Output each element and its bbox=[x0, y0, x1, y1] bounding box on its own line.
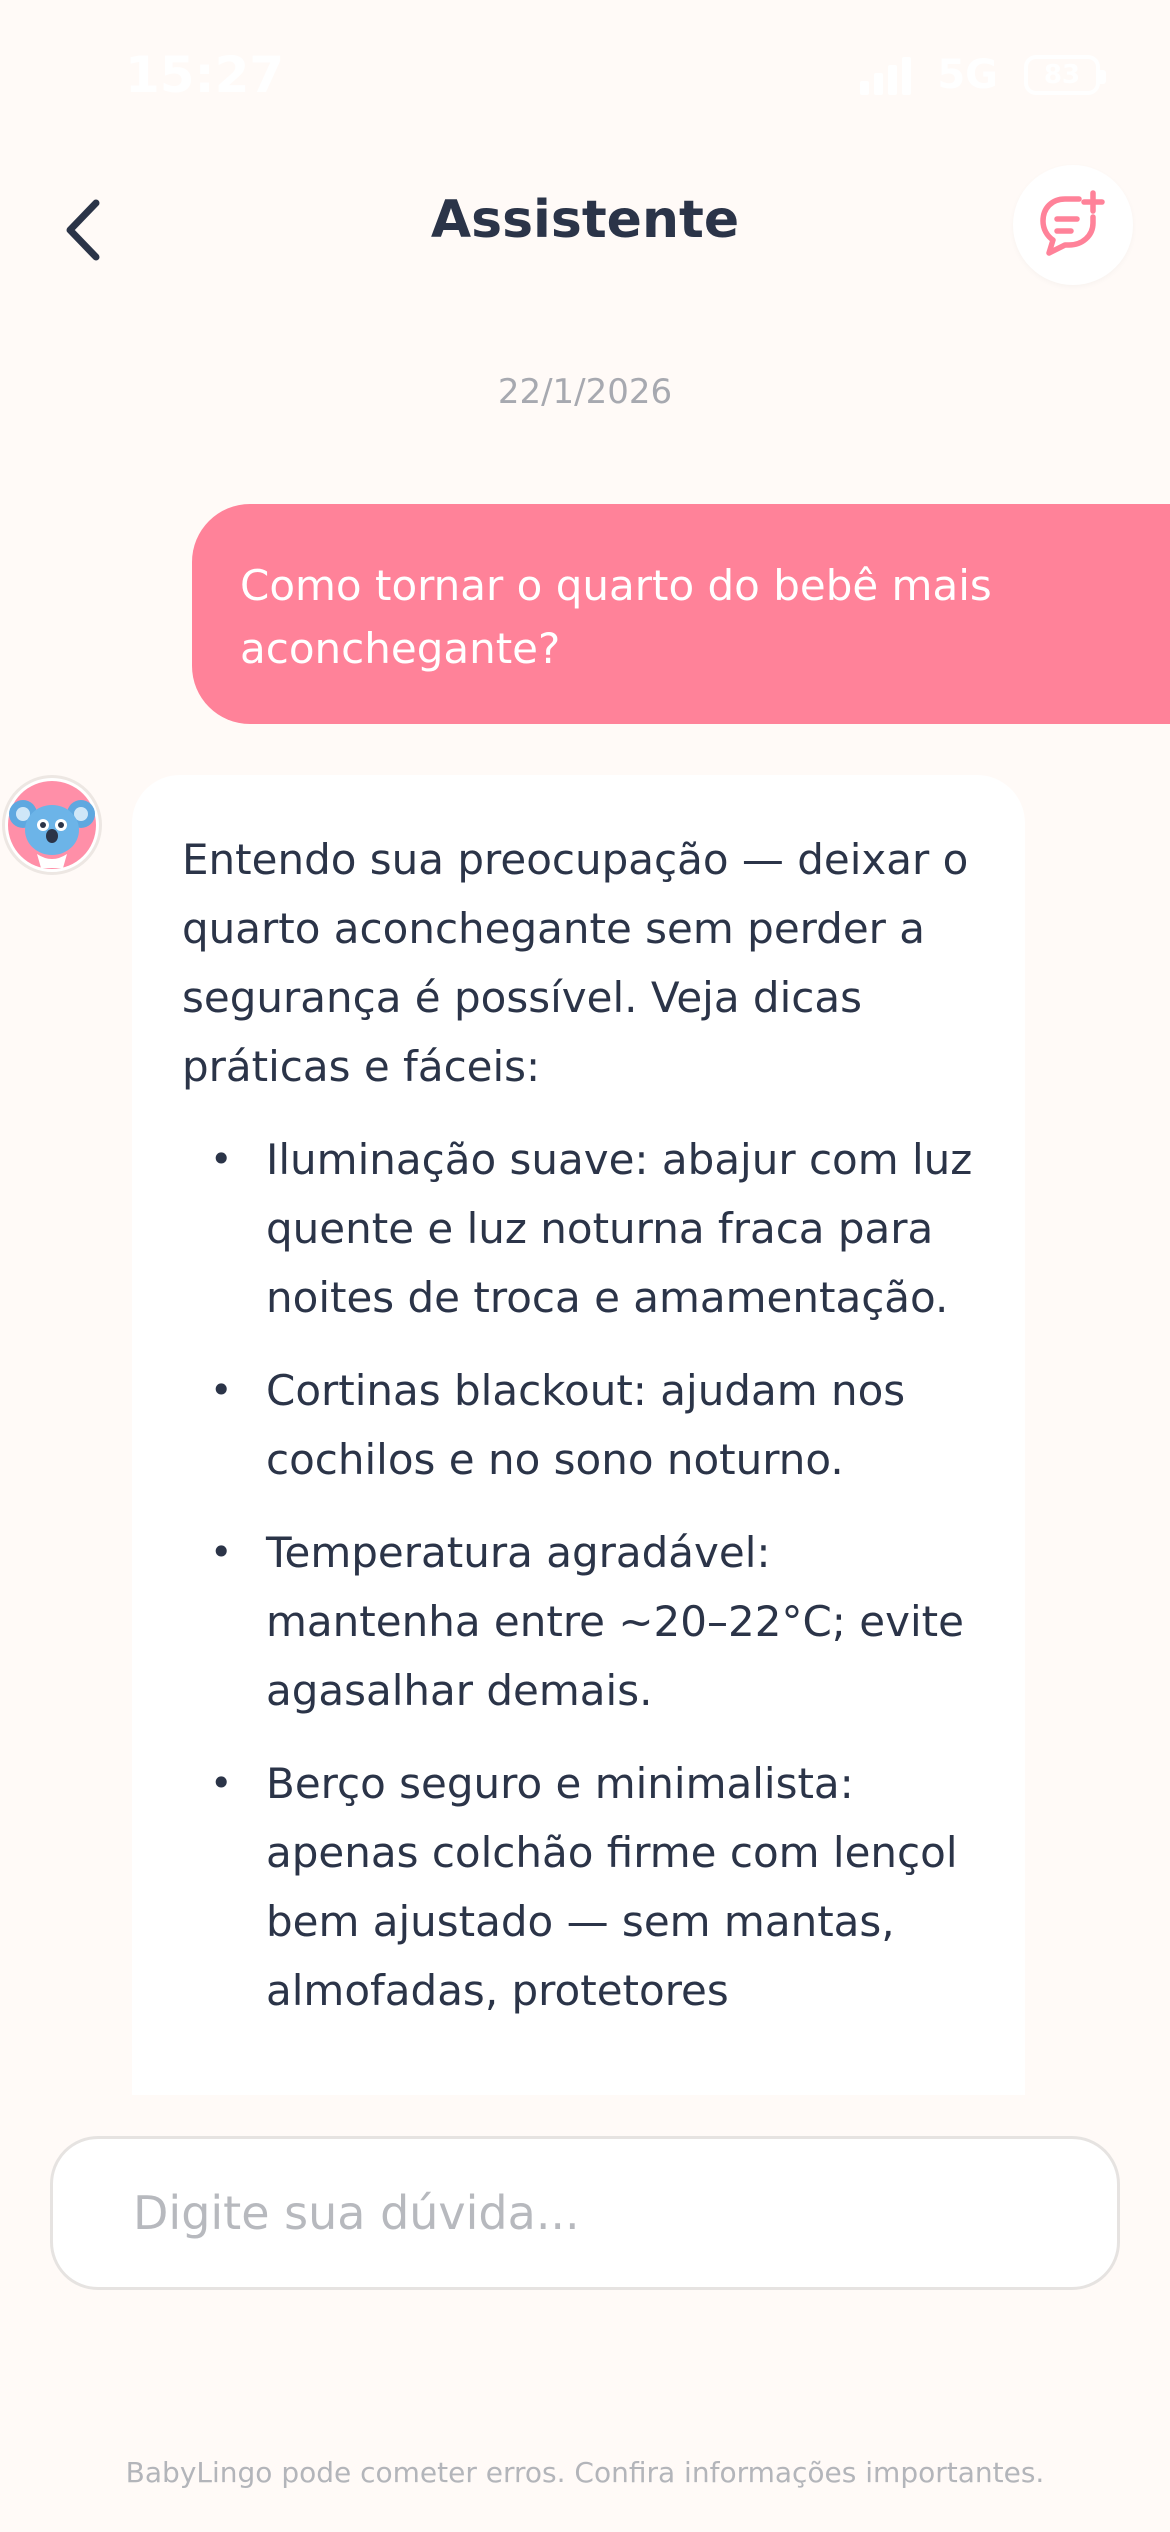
koala-avatar-icon bbox=[5, 778, 99, 872]
disclaimer-text: BabyLingo pode cometer erros. Confira informações importantes. bbox=[125, 2456, 1045, 2489]
battery-level: 83 bbox=[1043, 60, 1081, 90]
status-indicators bbox=[860, 52, 1100, 98]
bullet-icon: • bbox=[210, 1137, 233, 1181]
status-time: 15:27 bbox=[125, 46, 285, 104]
header bbox=[0, 160, 1170, 290]
battery-icon bbox=[1024, 55, 1100, 95]
chat-plus-icon bbox=[1035, 187, 1111, 263]
page-title: Assistente bbox=[430, 190, 740, 250]
assistant-avatar bbox=[2, 775, 102, 875]
bullet-icon: • bbox=[210, 1530, 233, 1574]
assistant-message-bubble bbox=[132, 775, 1025, 2095]
conversation-date: 22/1/2026 bbox=[497, 372, 673, 412]
bullet-icon: • bbox=[210, 1368, 233, 1412]
bullet-icon: • bbox=[210, 1761, 233, 1805]
signal-icon bbox=[860, 55, 911, 95]
network-label: 5G bbox=[937, 52, 998, 98]
user-message-text: Como tornar o quarto do bebê mais aconchegante? bbox=[240, 561, 992, 673]
tip-text: Iluminação suave: abajur com luz quente e luz noturna fraca para noites de troca e amamentação. bbox=[266, 1135, 973, 1322]
list-item bbox=[182, 1749, 982, 2025]
assistant-intro-text: Entendo sua preocupação — deixar o quarto aconchegante sem perder a segurança é possível. Veja dicas práticas e fáceis: bbox=[182, 835, 969, 1091]
tip-text: Cortinas blackout: ajudam nos cochilos e no sono noturno. bbox=[266, 1366, 906, 1484]
list-item bbox=[182, 1518, 982, 1725]
new-chat-button[interactable] bbox=[1013, 165, 1133, 285]
list-item bbox=[182, 1356, 982, 1494]
tips-list bbox=[182, 1125, 975, 2025]
tip-text: Berço seguro e minimalista: apenas colchão firme com lençol bem ajustado — sem mantas, almofadas, protetores bbox=[266, 1759, 958, 2015]
user-message-bubble bbox=[192, 504, 1170, 724]
status-bar bbox=[0, 0, 1170, 150]
tip-text: Temperatura agradável: mantenha entre ~20–22°C; evite agasalhar demais. bbox=[266, 1528, 964, 1715]
list-item bbox=[182, 1125, 982, 1332]
message-input[interactable] bbox=[50, 2136, 1120, 2290]
